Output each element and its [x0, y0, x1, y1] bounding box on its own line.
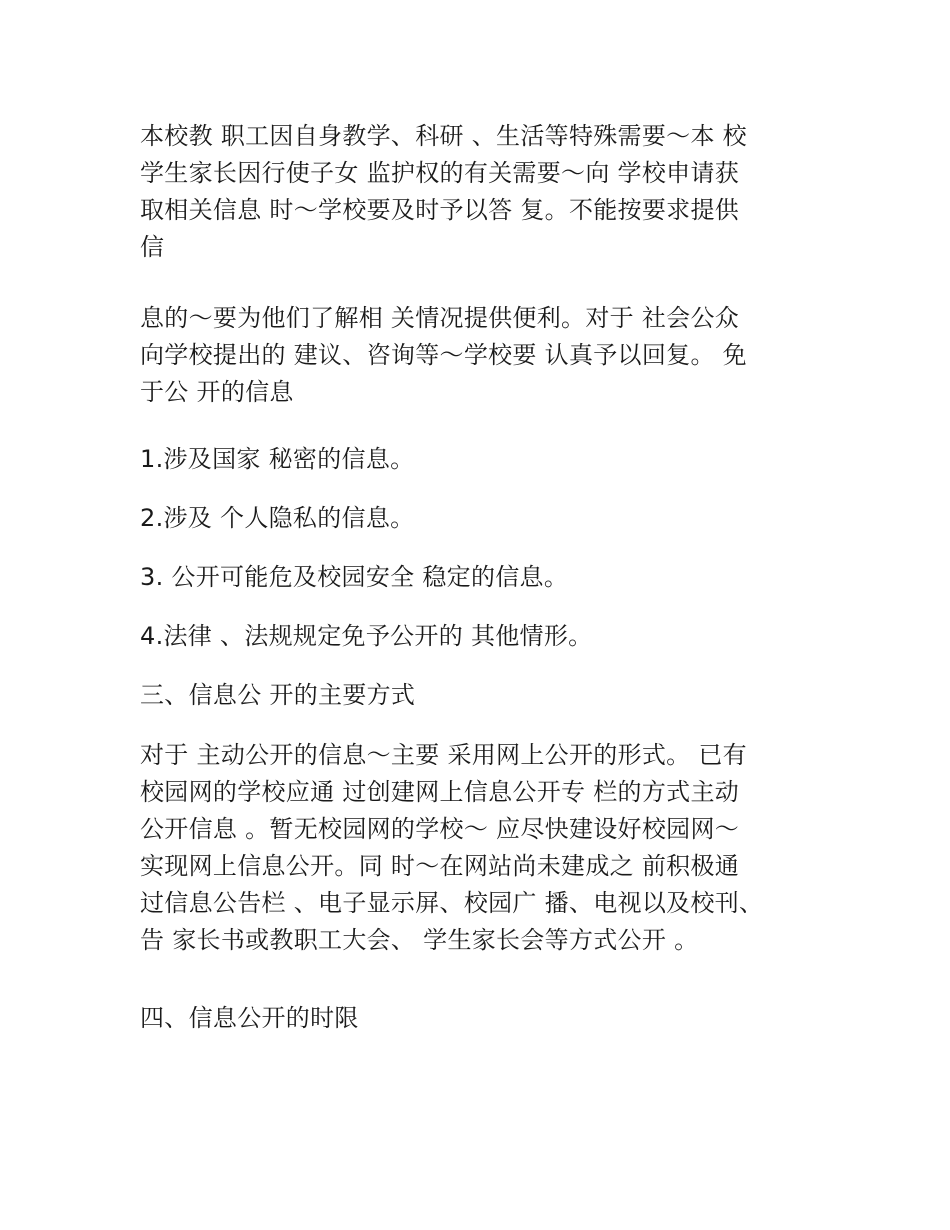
- text-line: 过信息公告栏 、电子显示屏、校园广 播、电视以及校刊、: [140, 889, 764, 917]
- text-line: 4.法律 、法规规定免予公开的 其他情形。: [140, 622, 593, 650]
- text-line: 于公 开的信息: [140, 378, 294, 406]
- list-item-2: [140, 500, 830, 537]
- text-line: 1.涉及国家 秘密的信息。: [140, 445, 415, 473]
- text-line: 信: [140, 233, 165, 261]
- text-line: 校园网的学校应通 过创建网上信息公开专 栏的方式主动: [140, 778, 740, 806]
- text-line: 学生家长因行使子女 监护权的有关需要～向 学校申请获: [140, 159, 740, 187]
- paragraph-convenience: [140, 300, 830, 411]
- text-line: 3. 公开可能危及校园安全 稳定的信息。: [140, 563, 569, 591]
- text-line: 公开信息 。暂无校园网的学校～ 应尽快建设好校园网～: [140, 815, 740, 843]
- text-line: 向学校提出的 建议、咨询等～学校要 认真予以回复。 免: [140, 341, 747, 369]
- text-line: 三、信息公 开的主要方式: [140, 681, 416, 709]
- text-line: 对于 主动公开的信息～主要 采用网上公开的形式。 已有: [140, 741, 747, 769]
- text-line: 四、信息公开的时限: [140, 1004, 359, 1032]
- paragraph-disclosure-methods: [140, 737, 830, 959]
- section-heading-4: [140, 1000, 830, 1037]
- text-line: 取相关信息 时～学校要及时予以答 复。不能按要求提供: [140, 196, 740, 224]
- list-item-1: [140, 441, 830, 478]
- text-line: 2.涉及 个人隐私的信息。: [140, 504, 415, 532]
- text-line: 本校教 职工因自身教学、科研 、生活等特殊需要～本 校: [140, 122, 747, 150]
- section-heading-3: [140, 677, 830, 714]
- list-item-3: [140, 559, 830, 596]
- text-line: 息的～要为他们了解相 关情况提供便利。对于 社会公众: [140, 304, 740, 332]
- paragraph-request-info: [140, 118, 830, 266]
- text-line: 告 家长书或教职工大会、 学生家长会等方式公开 。: [140, 926, 699, 954]
- text-line: 实现网上信息公开。同 时～在网站尚未建成之 前积极通: [140, 852, 740, 880]
- list-item-4: [140, 618, 830, 655]
